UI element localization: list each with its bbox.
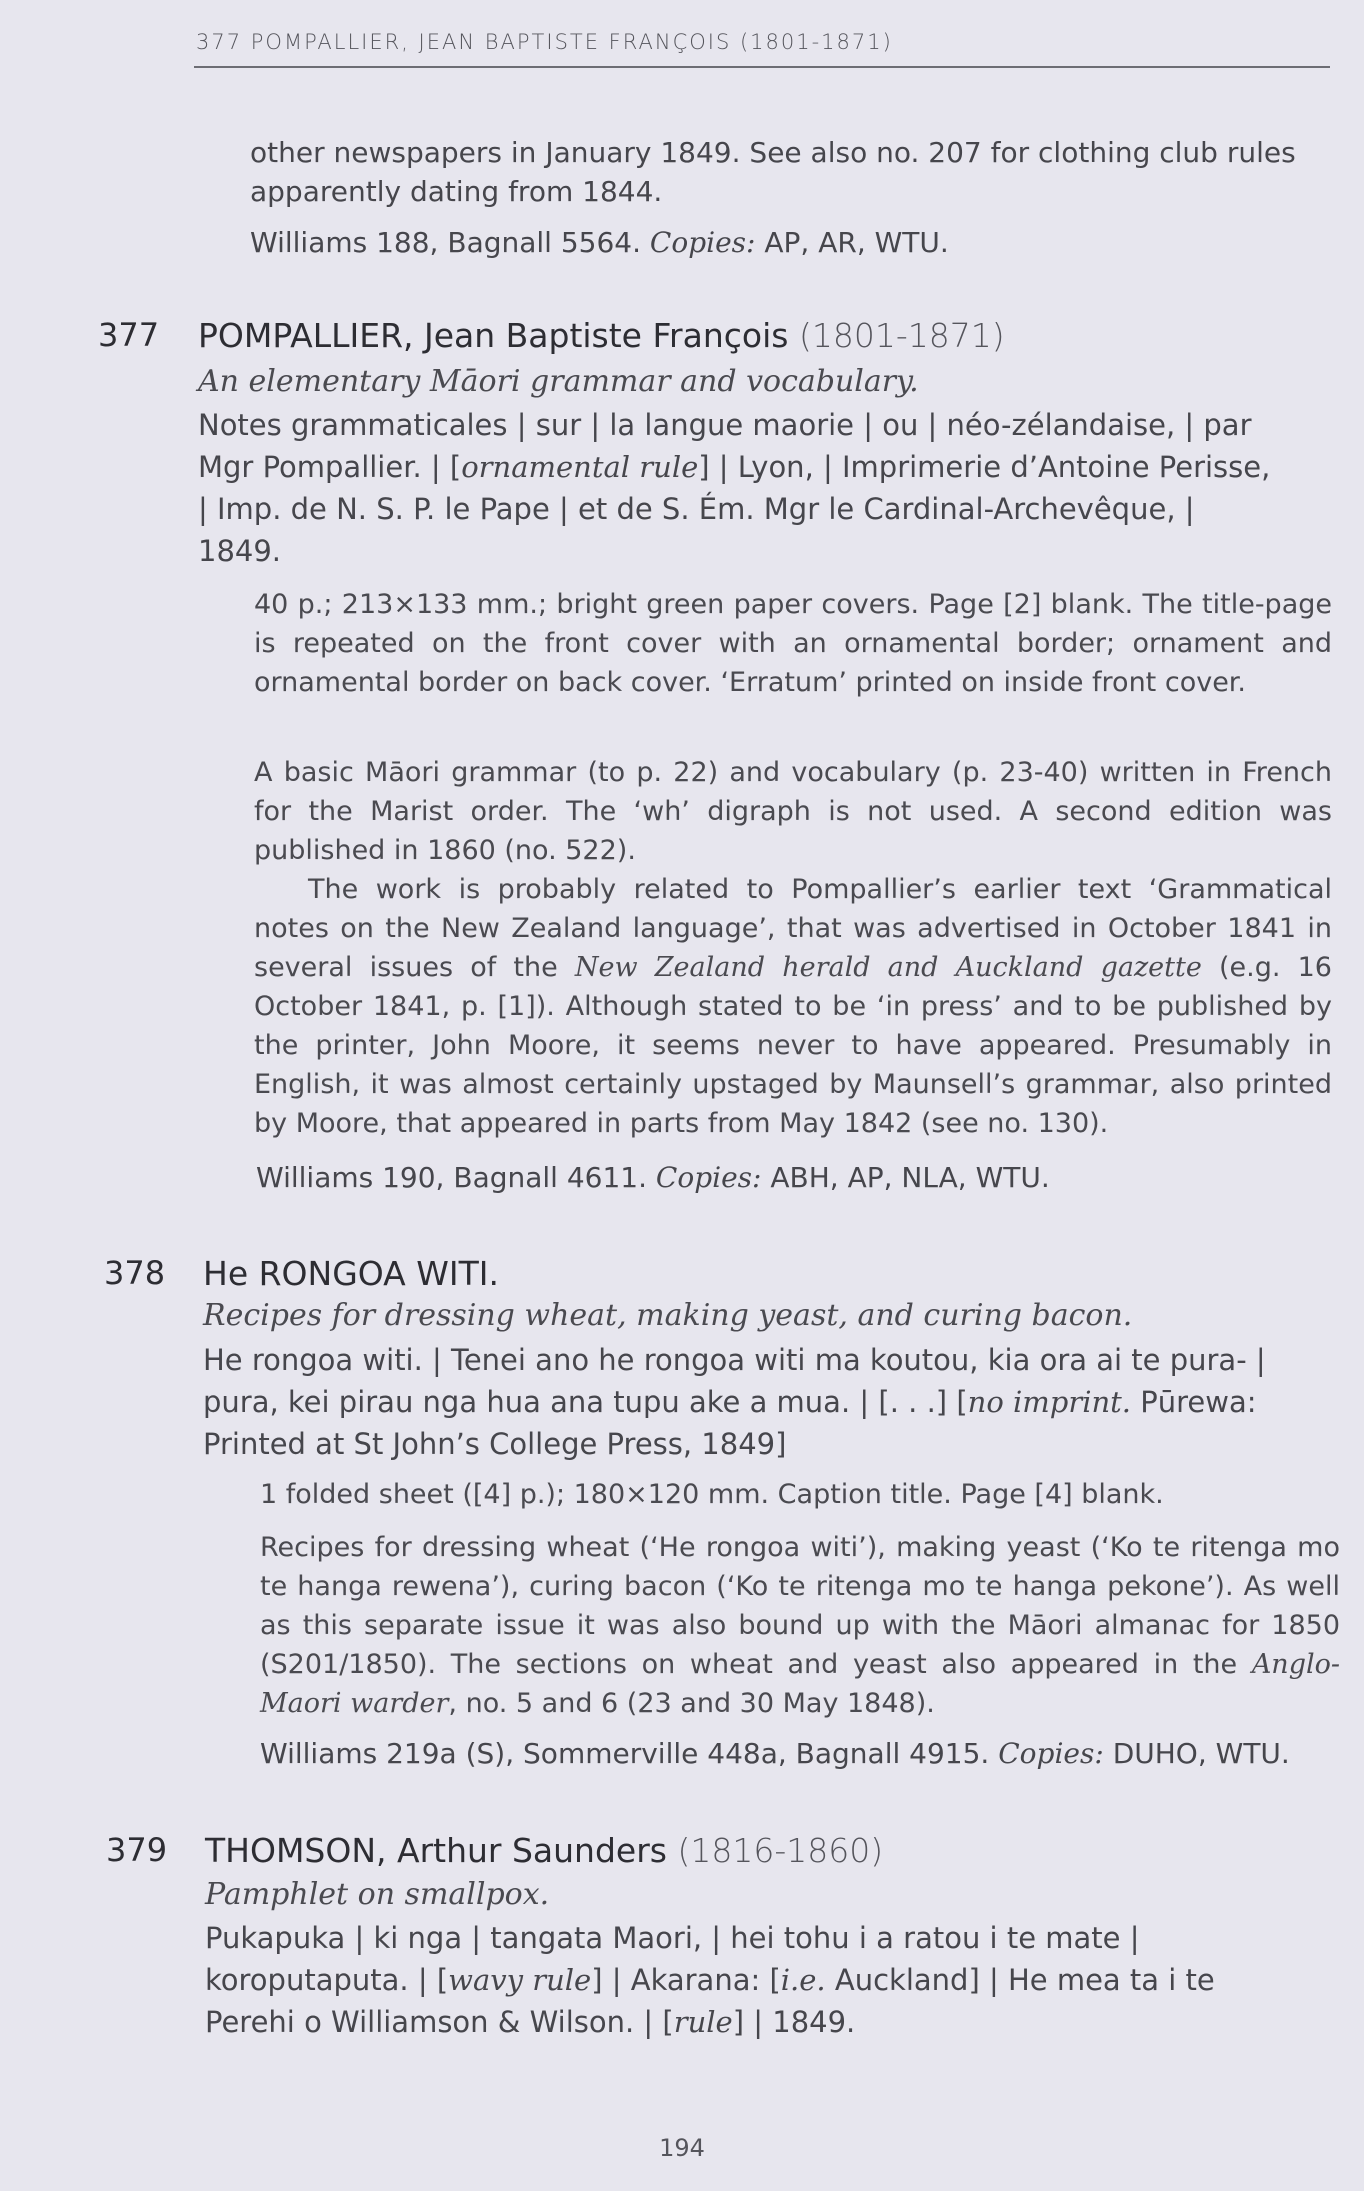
entry-heading [205, 1831, 883, 1870]
transcription-line: Notes grammaticales | sur | la langue maorie | ou | néo-zélandaise, | par [198, 408, 1252, 442]
copies-list: ABH, AP, NLA, WTU. [770, 1161, 1050, 1194]
note-paragraph: The work is probably related to Pompallier’s earlier text ‘Grammatical notes on the New Zealand language’, that was advertised in October 1841 in several issues of the New Zealand herald and Auckland gazette (e.g. 16 October 1841, p. [1]). Although stated to be ‘in press’ and to be published by the printer, John Moore, it seems never to have appeared. Presumably in English, it was almost certainly upstaged by Maunsell’s grammar, also printed by Moore, that appeared in parts from May 1842 (see no. 130). [254, 874, 1332, 1139]
transcription-line: 1849. [198, 534, 282, 568]
running-head: 377 POMPALLIER, JEAN BAPTISTE FRANÇOIS (1801-1871) [196, 30, 893, 54]
note-paragraph: Recipes for dressing wheat (‘He rongoa witi’), making yeast (‘Ko te ritenga mo te hanga rewena’), curing bacon (‘Ko te ritenga mo te hanga pekone’). As well as this separate issue it was also bound up with the Māori almanac for 1850 (S201/1850). The sections on wheat and yeast also appeared in the Anglo-Maori warder, no. 5 and 6 (23 and 30 May 1848). [260, 1532, 1340, 1719]
previous-entry-references [250, 223, 949, 262]
entry-notes [260, 1528, 1340, 1723]
entry-number: 378 [104, 1254, 166, 1292]
entry-heading [203, 1254, 499, 1293]
copies-label: Copies: [655, 1161, 762, 1194]
previous-entry-text [250, 133, 1296, 211]
previous-entry-line: apparently dating from 1844. [250, 175, 663, 208]
entry-references [260, 1734, 1290, 1773]
transcription-line: koroputaputa. | [wavy rule] | Akarana: [i.e. Auckland] | He mea ta i te [205, 1963, 1215, 1997]
references: Williams 188, Bagnall 5564. [250, 226, 642, 259]
transcription-line: | Imp. de N. S. P. le Pape | et de S. Ém. Mgr le Cardinal-Archevêque, | [198, 492, 1195, 526]
references: Williams 190, Bagnall 4611. [256, 1161, 648, 1194]
transcription-line: Mgr Pompallier. | [ornamental rule] | Lyon, | Imprimerie d’Antoine Perisse, [198, 450, 1271, 484]
title-page-transcription [198, 404, 1270, 572]
previous-entry-line: other newspapers in January 1849. See also no. 207 for clothing club rules [250, 136, 1296, 169]
title-page-transcription [205, 1917, 1215, 2043]
entry-title: An elementary Māori grammar and vocabulary. [198, 364, 919, 399]
entry-author: THOMSON, Arthur Saunders [205, 1831, 667, 1870]
entry-title: Recipes for dressing wheat, making yeast, and curing bacon. [203, 1298, 1133, 1333]
title-page-transcription [203, 1339, 1266, 1465]
transcription-line: Printed at St John’s College Press, 1849] [203, 1427, 787, 1461]
entry-heading [198, 316, 1005, 355]
entry-author: He RONGOA WITI. [203, 1254, 499, 1293]
page-number: 194 [659, 2134, 705, 2162]
transcription-line: He rongoa witi. | Tenei ano he rongoa witi ma koutou, kia ora ai te pura- | [203, 1343, 1266, 1377]
entry-dates: (1801-1871) [798, 316, 1005, 355]
entry-dates: (1816-1860) [677, 1831, 884, 1870]
transcription-line: Perehi o Williamson & Wilson. | [rule] | 1849. [205, 2005, 856, 2039]
copies-list: DUHO, WTU. [1112, 1737, 1290, 1770]
entry-title: Pamphlet on smallpox. [205, 1877, 550, 1912]
copies-label: Copies: [998, 1737, 1104, 1770]
entry-references [256, 1158, 1050, 1197]
physical-description: 1 folded sheet ([4] p.); 180×120 mm. Caption title. Page [4] blank. [260, 1479, 1164, 1510]
entry-author: POMPALLIER, Jean Baptiste François [198, 316, 789, 355]
header-rule [194, 66, 1330, 68]
entry-number: 379 [106, 1831, 168, 1869]
transcription-line: Pukapuka | ki nga | tangata Maori, | hei tohu i a ratou i te mate | [205, 1921, 1140, 1955]
copies-list: AP, AR, WTU. [764, 226, 949, 259]
entry-notes [254, 753, 1332, 1143]
copies-label: Copies: [649, 226, 756, 259]
note-paragraph: A basic Māori grammar (to p. 22) and vocabulary (p. 23-40) written in French for the Marist order. The ‘wh’ digraph is not used. A second edition was published in 1860 (no. 522). [254, 757, 1332, 866]
references: Williams 219a (S), Sommerville 448a, Bagnall 4915. [260, 1737, 990, 1770]
physical-description: 40 p.; 213×133 mm.; bright green paper covers. Page [2] blank. The title-page is repeated on the front cover with an ornamental border; ornament and ornamental border on back cover. ‘Erratum’ printed on inside front cover. [254, 589, 1332, 698]
entry-number: 377 [98, 316, 160, 354]
transcription-line: pura, kei pirau nga hua ana tupu ake a mua. | [. . .] [no imprint. Pūrewa: [203, 1385, 1257, 1419]
